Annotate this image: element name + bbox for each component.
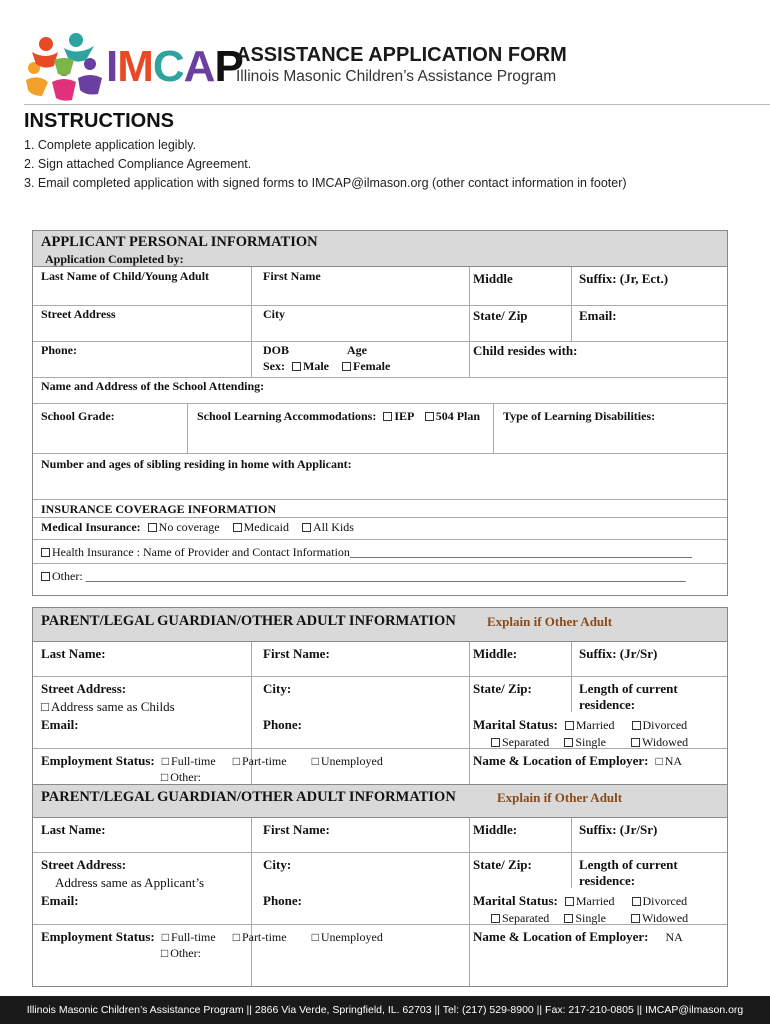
guardian2-title: PARENT/LEGAL GUARDIAN/OTHER ADULT INFORMATION: [41, 789, 456, 805]
logo-wordmark: [106, 42, 243, 92]
guardian1-other-row: [161, 770, 201, 785]
single-checkbox[interactable]: [564, 914, 573, 923]
no-coverage-checkbox[interactable]: [148, 523, 157, 532]
divorced-label: Divorced: [642, 894, 688, 908]
col-divider: [571, 642, 572, 712]
guardian2-phone[interactable]: Phone:: [263, 893, 302, 908]
page-header: [0, 0, 770, 110]
length-line1: Length of current: [579, 681, 678, 696]
same-address-checkbox[interactable]: □: [41, 699, 49, 714]
health-insurance-field[interactable]: Health Insurance : Name of Provider and Contact Information_________________________________________________________: [52, 545, 692, 559]
guardian2-same-address[interactable]: Address same as Applicant’s: [55, 875, 205, 890]
instructions-title: INSTRUCTIONS: [24, 110, 174, 132]
employer-label[interactable]: Name & Location of Employer:: [473, 753, 649, 768]
state-zip-field[interactable]: State/ Zip: [473, 308, 528, 323]
employment-label: Employment Status:: [41, 753, 155, 768]
na-label: NA: [665, 930, 683, 944]
female-label: Female: [353, 359, 391, 373]
col-divider: [469, 642, 470, 784]
504-plan-label: 504 Plan: [435, 409, 481, 423]
health-insurance-row: [41, 545, 692, 560]
guardian1-phone[interactable]: Phone:: [263, 717, 302, 732]
married-checkbox[interactable]: [565, 721, 574, 730]
row-divider: [33, 453, 727, 454]
parttime-checkbox[interactable]: □: [232, 930, 240, 944]
insurance-title: INSURANCE COVERAGE INFORMATION: [41, 502, 277, 516]
separated-label: Separated: [502, 911, 550, 925]
medicaid-checkbox[interactable]: [233, 523, 242, 532]
guardian2-middle[interactable]: Middle:: [473, 822, 518, 837]
other-employment-checkbox[interactable]: □: [161, 946, 169, 960]
widowed-checkbox[interactable]: [631, 738, 640, 747]
instruction-item: 2. Sign attached Compliance Agreement.: [24, 157, 252, 171]
contact-footer: Illinois Masonic Children’s Assistance Program || 2866 Via Verde, Springfield, IL. 62703 || Tel: (217) 529-8900 || Fax: 217-210-0805 || IMCAP@ilmason.org: [0, 996, 770, 1024]
applicant-section: [32, 230, 728, 596]
guardian1-employer-row: [473, 753, 682, 769]
instruction-item: 3. Email completed application with signed forms to IMCAP@ilmason.org (other contact information in footer): [24, 176, 627, 190]
guardian1-length-residence[interactable]: [579, 681, 678, 713]
accommodations-label: School Learning Accommodations:: [197, 409, 377, 423]
widowed-label: Widowed: [641, 735, 689, 749]
logo-letter: A: [183, 42, 215, 91]
fulltime-label: Full-time: [171, 754, 216, 768]
guardian2-city[interactable]: City:: [263, 857, 292, 872]
logo-letter: C: [152, 42, 184, 91]
guardian2-employment-row: [41, 929, 383, 945]
siblings-field[interactable]: Number and ages of sibling residing in home with Applicant:: [41, 457, 352, 471]
length-line1: Length of current: [579, 857, 678, 872]
applicant-section-title: APPLICANT PERSONAL INFORMATION: [41, 234, 318, 250]
school-name-field[interactable]: Name and Address of the School Attending:: [41, 379, 265, 393]
divorced-checkbox[interactable]: [632, 721, 641, 730]
other-employment-label[interactable]: Other:: [170, 946, 201, 960]
male-label: Male: [303, 359, 329, 373]
no-coverage-label: No coverage: [158, 520, 220, 534]
length-line2: residence:: [579, 873, 636, 888]
guardian1-explain-note: Explain if Other Adult: [487, 614, 613, 629]
unemployed-checkbox[interactable]: □: [311, 754, 319, 768]
guardian1-title: PARENT/LEGAL GUARDIAN/OTHER ADULT INFORMATION: [41, 613, 456, 629]
form-title: ASSISTANCE APPLICATION FORM: [236, 44, 567, 66]
guardian2-first-name[interactable]: First Name:: [263, 822, 330, 837]
logo-letter: M: [117, 42, 153, 91]
street-address-field[interactable]: Street Address: [41, 307, 116, 321]
male-checkbox[interactable]: [292, 362, 301, 371]
imcap-logo-icon: [24, 30, 104, 102]
health-insurance-checkbox[interactable]: [41, 548, 50, 557]
guardian2-state-zip[interactable]: State/ Zip:: [473, 857, 532, 872]
guardian1-email[interactable]: Email:: [41, 717, 79, 732]
guardian1-same-address-row: [41, 699, 175, 715]
guardian1-city[interactable]: City:: [263, 681, 292, 696]
phone-field[interactable]: Phone:: [41, 343, 77, 357]
504-plan-checkbox[interactable]: [425, 412, 434, 421]
marital-label: Marital Status:: [473, 893, 558, 908]
form-subtitle: Illinois Masonic Children’s Assistance Program: [236, 68, 557, 85]
iep-checkbox[interactable]: [383, 412, 392, 421]
guardian1-marital-row2: [491, 735, 688, 750]
age-field[interactable]: Age: [347, 343, 367, 357]
row-divider: [33, 852, 727, 853]
completed-by-label[interactable]: Application Completed by:: [45, 252, 184, 266]
female-checkbox[interactable]: [342, 362, 351, 371]
row-divider: [33, 305, 727, 306]
guardian1-first-name[interactable]: First Name:: [263, 646, 330, 661]
length-line2: residence:: [579, 697, 636, 712]
guardian2-marital-row2: [491, 911, 688, 926]
employer-label[interactable]: Name & Location of Employer:: [473, 929, 649, 944]
separated-checkbox[interactable]: [491, 914, 500, 923]
guardian1-middle[interactable]: Middle:: [473, 646, 518, 661]
row-divider: [33, 499, 727, 500]
col-divider: [571, 818, 572, 888]
email-field[interactable]: Email:: [579, 308, 617, 323]
iep-label: IEP: [394, 409, 414, 423]
fulltime-label: Full-time: [171, 930, 216, 944]
guardian2-other-row: [161, 946, 201, 961]
middle-name-field[interactable]: Middle: [473, 271, 513, 286]
city-field[interactable]: City: [263, 307, 285, 321]
unemployed-label: Unemployed: [320, 930, 383, 944]
col-divider: [251, 818, 252, 986]
row-divider: [33, 403, 727, 404]
fulltime-checkbox[interactable]: □: [161, 754, 170, 768]
guardian2-marital-row: [473, 893, 687, 909]
guardian2-explain-note: Explain if Other Adult: [497, 790, 623, 805]
child-resides-field[interactable]: Child resides with:: [473, 343, 578, 358]
guardian1-last-name[interactable]: Last Name:: [41, 646, 106, 661]
col-divider: [469, 267, 470, 377]
marital-label: Marital Status:: [473, 717, 558, 732]
guardian1-employment-row: [41, 753, 383, 769]
first-name-field[interactable]: First Name: [263, 269, 321, 283]
other-insurance-checkbox[interactable]: [41, 572, 50, 581]
guardian2-length-residence[interactable]: [579, 857, 678, 889]
na-checkbox[interactable]: □: [655, 754, 663, 768]
accommodations-row: [197, 409, 480, 424]
parttime-label: Part-time: [241, 754, 287, 768]
col-divider: [493, 403, 494, 453]
col-divider: [469, 818, 470, 986]
row-divider: [33, 539, 727, 540]
sex-label-text: Sex:: [263, 359, 285, 373]
guardian2-employer-row: [473, 929, 683, 945]
row-divider: [33, 563, 727, 564]
row-divider: [33, 676, 727, 677]
employment-label: Employment Status:: [41, 929, 155, 944]
suffix-field[interactable]: Suffix: (Jr, Ect.): [579, 271, 669, 286]
married-label: Married: [575, 894, 615, 908]
col-divider: [251, 267, 252, 377]
other-employment-label[interactable]: Other:: [170, 770, 201, 784]
school-grade-field[interactable]: School Grade:: [41, 409, 115, 423]
all-kids-checkbox[interactable]: [302, 523, 311, 532]
na-label: NA: [664, 754, 683, 768]
other-insurance-row: [41, 569, 686, 584]
single-checkbox[interactable]: [564, 738, 573, 747]
parttime-checkbox[interactable]: □: [232, 754, 240, 768]
widowed-label: Widowed: [641, 911, 689, 925]
row-divider: [33, 377, 727, 378]
medical-insurance-label: Medical Insurance:: [41, 520, 141, 534]
divorced-checkbox[interactable]: [632, 897, 641, 906]
unemployed-label: Unemployed: [320, 754, 383, 768]
guardian2-last-name[interactable]: Last Name:: [41, 822, 106, 837]
col-divider: [571, 267, 572, 341]
col-divider: [187, 403, 188, 453]
sex-label: [263, 359, 390, 374]
logo-letter: I: [106, 42, 118, 91]
guardian2-suffix[interactable]: Suffix: (Jr/Sr): [579, 822, 658, 837]
fulltime-checkbox[interactable]: □: [161, 930, 170, 944]
guardian1-suffix[interactable]: Suffix: (Jr/Sr): [579, 646, 658, 661]
all-kids-label: All Kids: [312, 520, 354, 534]
single-label: Single: [575, 911, 606, 925]
married-label: Married: [575, 718, 615, 732]
separated-label: Separated: [502, 735, 550, 749]
learning-disabilities-field[interactable]: Type of Learning Disabilities:: [503, 409, 656, 423]
other-employment-checkbox[interactable]: □: [161, 770, 169, 784]
dob-field[interactable]: DOB: [263, 343, 290, 357]
last-name-field[interactable]: Last Name of Child/Young Adult: [41, 269, 210, 283]
parttime-label: Part-time: [241, 930, 287, 944]
logo-letter: P: [214, 42, 243, 91]
separated-checkbox[interactable]: [491, 738, 500, 747]
guardian2-email[interactable]: Email:: [41, 893, 79, 908]
guardian-section: [32, 607, 728, 987]
row-divider: [33, 517, 727, 518]
instruction-item: 1. Complete application legibly.: [24, 138, 197, 152]
medicaid-label: Medicaid: [243, 520, 289, 534]
row-divider: [33, 341, 727, 342]
medical-insurance-row: [41, 520, 354, 535]
guardian2-street[interactable]: Street Address:: [41, 857, 127, 872]
single-label: Single: [575, 735, 606, 749]
guardian1-marital-row: [473, 717, 687, 733]
other-insurance-field[interactable]: Other: ____________________________________________________________________________________________________: [52, 569, 686, 583]
guardian1-street[interactable]: Street Address:: [41, 681, 127, 696]
divorced-label: Divorced: [642, 718, 688, 732]
same-address-label: Address same as Childs: [50, 699, 175, 714]
widowed-checkbox[interactable]: [631, 914, 640, 923]
instructions-list: [24, 136, 627, 193]
header-divider: [24, 104, 770, 105]
guardian1-state-zip[interactable]: State/ Zip:: [473, 681, 532, 696]
unemployed-checkbox[interactable]: □: [311, 930, 319, 944]
married-checkbox[interactable]: [565, 897, 574, 906]
